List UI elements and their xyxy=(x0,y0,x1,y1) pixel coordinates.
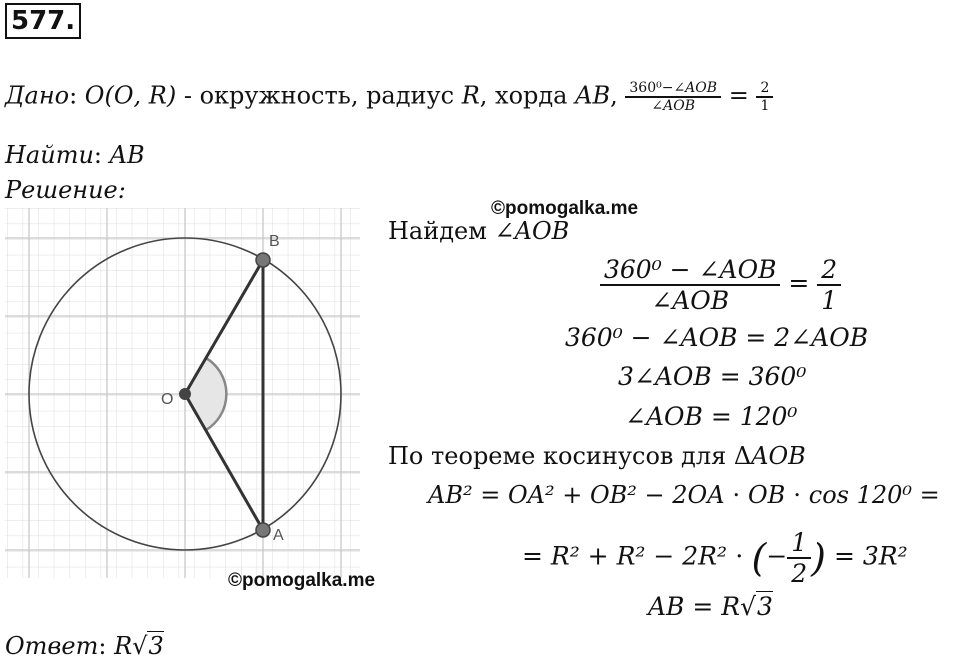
given-frac-num: 360⁰−∠𝐴𝑂𝐵 xyxy=(625,80,721,98)
given-fraction xyxy=(625,80,721,114)
eq7-left: 𝐴𝐵 = 𝑅 xyxy=(648,592,741,621)
eq6-left: = 𝑅² + 𝑅² − 2𝑅² ⋅ xyxy=(522,541,744,571)
problem-number: 577. xyxy=(5,3,81,39)
find-value: 𝐴𝐵 xyxy=(109,141,145,169)
eq1-den: ∠𝐴𝑂𝐵 xyxy=(651,286,730,315)
answer-root: 3 xyxy=(148,632,164,660)
find-label: Найти xyxy=(5,141,94,169)
eq1-rhs xyxy=(817,255,841,315)
equation-6: = 𝑅² + 𝑅² − 2𝑅² ⋅ (− $\frac{1}{2}$ ) = 3𝑅² xyxy=(522,528,908,588)
label-a: A xyxy=(273,527,284,544)
find-line: Найти: 𝐴𝐵 xyxy=(5,141,145,169)
point-o xyxy=(179,388,191,400)
given-line: Дано: 𝑂(𝑂, 𝑅) - окружность, радиус 𝑅, хорда 𝐴𝐵, $\frac{\text{360⁰−∠𝐴𝑂𝐵}}{\text{∠𝐴𝑂𝐵}}$ = $\frac{2}{1}$ xyxy=(5,80,773,114)
point-a xyxy=(256,523,270,537)
answer-value: 𝑅 xyxy=(114,632,133,660)
cosine-law-text xyxy=(388,441,806,470)
watermark-bottom: ©pomogalka.me xyxy=(228,570,376,591)
given-chord: 𝐴𝐵 xyxy=(575,81,611,110)
watermark-top: ©pomogalka.me xyxy=(491,198,639,219)
equation-5: 𝐴𝐵² = 𝑂𝐴² + 𝑂𝐵² − 2𝑂𝐴 ⋅ 𝑂𝐵 ⋅ cos 120⁰ = xyxy=(428,481,940,509)
eq7-root: 3 xyxy=(757,592,773,621)
equation-1: $\frac{\text{360⁰ − ∠𝐴𝑂𝐵}}{\text{∠𝐴𝑂𝐵}}$ = $\frac{2}{1}$ xyxy=(600,255,841,315)
given-equals: = xyxy=(728,81,749,110)
label-b: B xyxy=(269,233,280,250)
answer-label: Ответ xyxy=(5,632,99,660)
eq6-fraction xyxy=(787,528,811,588)
equation-7: 𝐴𝐵 = 𝑅√3 xyxy=(648,592,773,621)
eq6-den: 2 xyxy=(791,559,808,588)
given-frac-den: ∠𝐴𝑂𝐵 xyxy=(651,98,696,114)
step-find-angle xyxy=(388,216,569,245)
cosine-law-label: По теореме косинусов для Δ𝐴𝑂𝐵 xyxy=(388,442,806,470)
eq1-fraction xyxy=(600,255,780,315)
equation-4: ∠𝐴𝑂𝐵 = 120⁰ xyxy=(625,402,798,431)
given-text1: - окружность, радиус xyxy=(176,81,462,110)
answer-line: Ответ: 𝑅√3 xyxy=(5,632,164,660)
label-o: O xyxy=(161,391,174,408)
eq1-rhs-num: 2 xyxy=(817,255,841,286)
solution-label: Решение: xyxy=(5,176,126,204)
given-comma: , xyxy=(610,81,618,110)
given-label: Дано xyxy=(5,81,70,110)
point-b xyxy=(256,253,270,267)
circle-figure xyxy=(5,208,365,578)
eq6-num: 1 xyxy=(787,528,811,559)
given-radius: 𝑅 xyxy=(461,81,480,110)
eq6-right: = 3𝑅² xyxy=(833,541,908,571)
given-text2: , хорда xyxy=(479,81,576,110)
equation-3: 3∠𝐴𝑂𝐵 = 360⁰ xyxy=(618,362,807,391)
given-rhs xyxy=(756,80,773,114)
given-circle: 𝑂(𝑂, 𝑅) xyxy=(84,81,177,110)
given-rhs-den: 1 xyxy=(760,98,770,114)
given-rhs-num: 2 xyxy=(756,80,773,98)
solution-label-text: Решение xyxy=(5,176,118,204)
equation-2: 360⁰ − ∠𝐴𝑂𝐵 = 2∠𝐴𝑂𝐵 xyxy=(565,323,869,352)
eq1-rhs-den: 1 xyxy=(821,286,838,315)
step-find-angle-text: Найдем ∠𝐴𝑂𝐵 xyxy=(388,217,570,245)
eq1-num: 360⁰ − ∠𝐴𝑂𝐵 xyxy=(600,255,780,286)
